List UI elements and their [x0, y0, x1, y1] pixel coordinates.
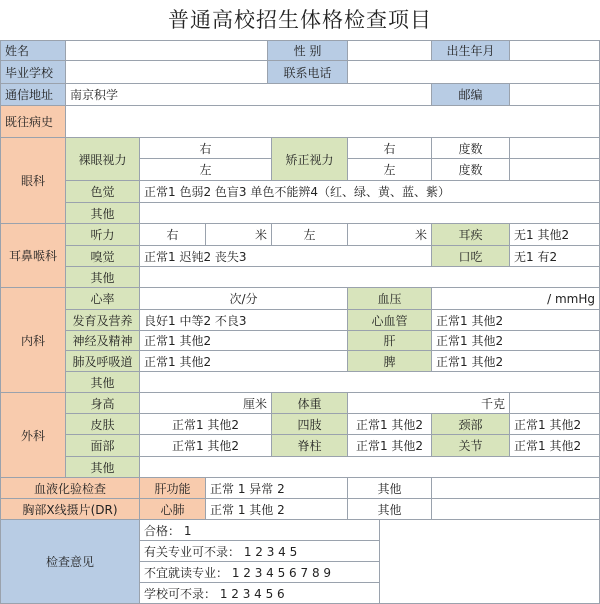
- postcode-value[interactable]: [510, 84, 600, 106]
- liver-value[interactable]: 正常1 其他2: [432, 331, 600, 351]
- blood-test-label: 血液化验检查: [0, 478, 140, 499]
- surgery-section: 外科: [0, 393, 66, 478]
- stutter-value[interactable]: 无1 有2: [510, 246, 600, 267]
- skin-label: 皮肤: [66, 414, 140, 435]
- eye-section: 眼科: [0, 138, 66, 224]
- naked-vision-label: 裸眼视力: [66, 138, 140, 181]
- face-value[interactable]: 正常1 其他2: [140, 435, 272, 457]
- nerve-label: 神经及精神: [66, 331, 140, 351]
- liver-function-label: 肝功能: [140, 478, 206, 499]
- internal-other-value[interactable]: [140, 372, 600, 393]
- surgery-other-value[interactable]: [140, 457, 600, 478]
- page-title: 普通高校招生体格检查项目: [168, 8, 432, 32]
- blood-pressure-label: 血压: [348, 288, 432, 310]
- name-value[interactable]: [66, 40, 268, 61]
- corrected-right-extra[interactable]: [510, 138, 600, 159]
- limbs-value[interactable]: 正常1 其他2: [348, 414, 432, 435]
- address-value[interactable]: 南京积学: [66, 84, 432, 106]
- weight-label: 体重: [272, 393, 348, 414]
- opinion-school[interactable]: 学校可不录： 1 2 3 4 5 6: [140, 583, 380, 604]
- address-label: 通信地址: [0, 84, 66, 106]
- phone-value[interactable]: [348, 61, 600, 84]
- liver-label: 肝: [348, 331, 432, 351]
- corrected-left-extra[interactable]: [510, 159, 600, 181]
- blood-other-label: 其他: [348, 478, 432, 499]
- skin-value[interactable]: 正常1 其他2: [140, 414, 272, 435]
- opinion-unsuitable[interactable]: 不宜就读专业： 1 2 3 4 5 6 7 8 9: [140, 562, 380, 583]
- opinion-section: 检查意见: [0, 520, 140, 604]
- internal-other-label: 其他: [66, 372, 140, 393]
- postcode-label: 邮编: [432, 84, 510, 106]
- history-label: 既往病史: [0, 106, 66, 138]
- heart-rate-label: 心率: [66, 288, 140, 310]
- eye-other-value[interactable]: [140, 203, 600, 224]
- corrected-right-degree[interactable]: 度数: [432, 138, 510, 159]
- internal-section: 内科: [0, 288, 66, 393]
- xray-other-value[interactable]: [432, 499, 600, 520]
- gender-value[interactable]: [348, 40, 432, 61]
- ear-disease-label: 耳疾: [432, 224, 510, 246]
- limbs-label: 四肢: [272, 414, 348, 435]
- blood-pressure-value[interactable]: / mmHg: [432, 288, 600, 310]
- face-label: 面部: [66, 435, 140, 457]
- development-label: 发育及营养: [66, 310, 140, 331]
- phone-label: 联系电话: [268, 61, 348, 84]
- spine-value[interactable]: 正常1 其他2: [348, 435, 432, 457]
- cardio-value[interactable]: 正常1 其他2: [432, 310, 600, 331]
- name-label: 姓名: [0, 40, 66, 61]
- corrected-left[interactable]: 左: [348, 159, 432, 181]
- joint-value[interactable]: 正常1 其他2: [510, 435, 600, 457]
- gender-label: 性 别: [268, 40, 348, 61]
- birth-value[interactable]: [510, 40, 600, 61]
- weight-extra[interactable]: [510, 393, 600, 414]
- neck-label: 颈部: [432, 414, 510, 435]
- ent-section: 耳鼻喉科: [0, 224, 66, 288]
- development-value[interactable]: 良好1 中等2 不良3: [140, 310, 348, 331]
- hearing-left-unit[interactable]: 米: [348, 224, 432, 246]
- naked-left[interactable]: 左: [140, 159, 272, 181]
- ent-other-label: 其他: [66, 267, 140, 288]
- spine-label: 脊柱: [272, 435, 348, 457]
- corrected-left-degree[interactable]: 度数: [432, 159, 510, 181]
- hearing-right[interactable]: 右: [140, 224, 206, 246]
- ear-disease-value[interactable]: 无1 其他2: [510, 224, 600, 246]
- color-vision-value[interactable]: 正常1 色弱2 色盲3 单色不能辨4（红、绿、黄、蓝、紫）: [140, 181, 600, 203]
- height-value[interactable]: 厘米: [140, 393, 272, 414]
- height-label: 身高: [66, 393, 140, 414]
- chest-xray-label: 胸部X线摄片(DR): [0, 499, 140, 520]
- exam-form-table: [0, 40, 600, 604]
- liver-function-value[interactable]: 正常 1 异常 2: [206, 478, 348, 499]
- opinion-restricted[interactable]: 有关专业可不录： 1 2 3 4 5: [140, 541, 380, 562]
- hearing-label: 听力: [66, 224, 140, 246]
- opinion-extra[interactable]: [380, 520, 600, 604]
- neck-value[interactable]: 正常1 其他2: [510, 414, 600, 435]
- corrected-right[interactable]: 右: [348, 138, 432, 159]
- eye-other-label: 其他: [66, 203, 140, 224]
- opinion-qualified[interactable]: 合格： 1: [140, 520, 380, 541]
- surgery-other-label: 其他: [66, 457, 140, 478]
- hearing-left[interactable]: 左: [272, 224, 348, 246]
- blood-other-value[interactable]: [432, 478, 600, 499]
- lung-label: 肺及呼吸道: [66, 351, 140, 372]
- nerve-value[interactable]: 正常1 其他2: [140, 331, 348, 351]
- corrected-vision-label: 矫正视力: [272, 138, 348, 181]
- heart-rate-value[interactable]: 次/分: [140, 288, 348, 310]
- smell-value[interactable]: 正常1 迟钝2 丧失3: [140, 246, 432, 267]
- xray-other-label: 其他: [348, 499, 432, 520]
- spleen-label: 脾: [348, 351, 432, 372]
- spleen-value[interactable]: 正常1 其他2: [432, 351, 600, 372]
- stutter-label: 口吃: [432, 246, 510, 267]
- hearing-right-unit[interactable]: 米: [206, 224, 272, 246]
- school-label: 毕业学校: [0, 61, 66, 84]
- birth-label: 出生年月: [432, 40, 510, 61]
- heart-lung-value[interactable]: 正常 1 其他 2: [206, 499, 348, 520]
- heart-lung-label: 心肺: [140, 499, 206, 520]
- cardio-label: 心血管: [348, 310, 432, 331]
- lung-value[interactable]: 正常1 其他2: [140, 351, 348, 372]
- color-vision-label: 色觉: [66, 181, 140, 203]
- weight-value[interactable]: 千克: [348, 393, 510, 414]
- school-value[interactable]: [66, 61, 268, 84]
- naked-right[interactable]: 右: [140, 138, 272, 159]
- joint-label: 关节: [432, 435, 510, 457]
- ent-other-value[interactable]: [140, 267, 600, 288]
- history-value[interactable]: [66, 106, 600, 138]
- smell-label: 嗅觉: [66, 246, 140, 267]
